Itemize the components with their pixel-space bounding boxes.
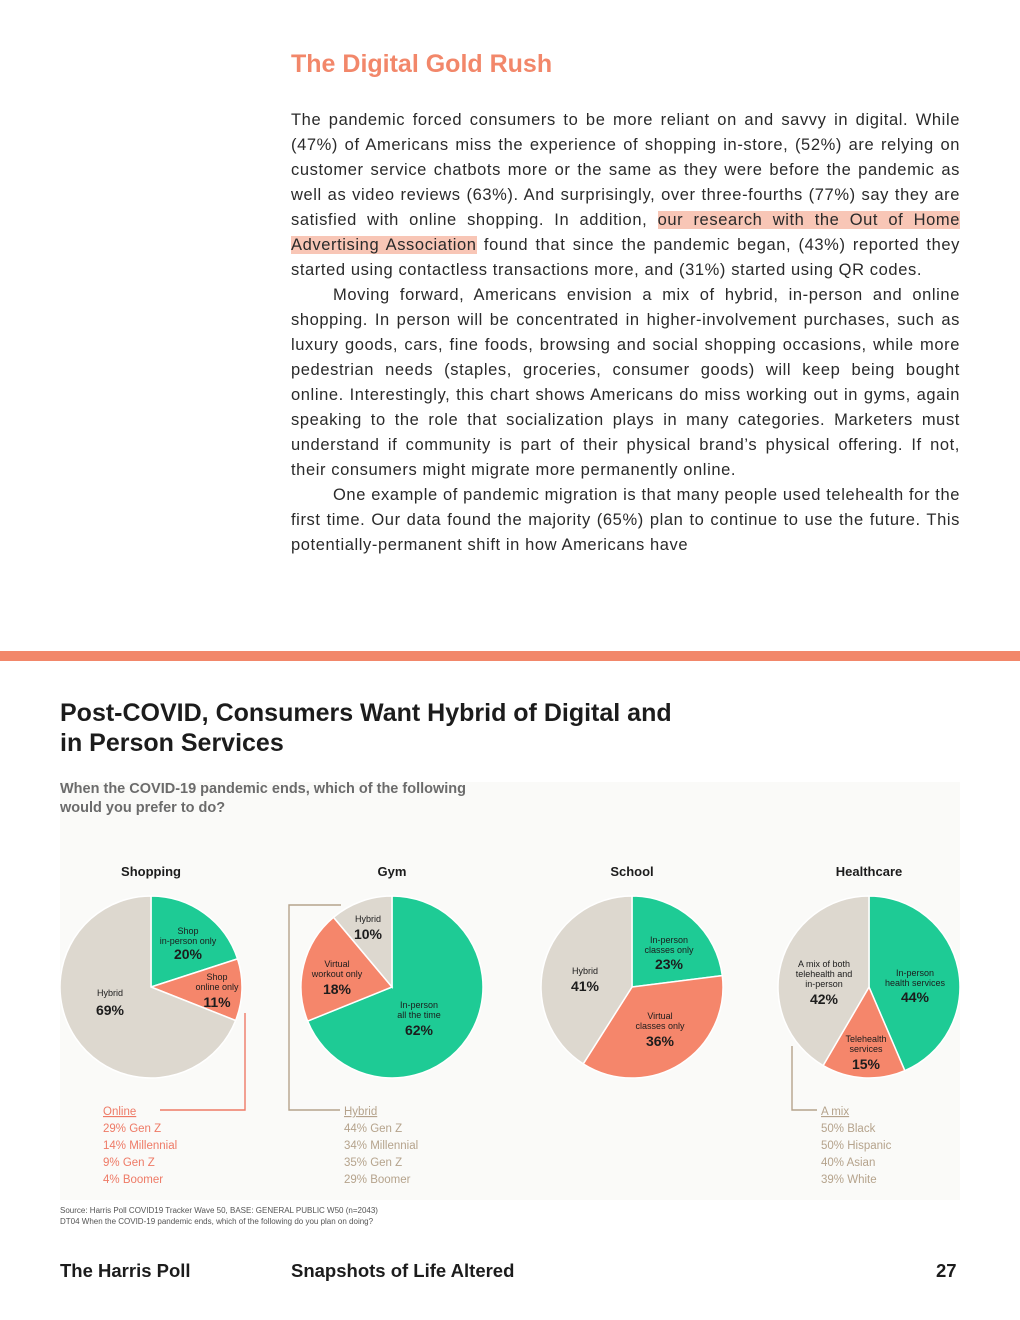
- healthcare-callout-line-3: 40% Asian: [821, 1157, 876, 1169]
- school-chart-title: School: [610, 864, 654, 879]
- school-slice-value-2: 36%: [645, 1033, 675, 1049]
- healthcare-slice-label-3: A mix of both: [797, 959, 851, 969]
- paragraph-1-text-a: The pandemic forced consumers to be more reliant on and savvy in digital. While (47%) of Americans miss the experience of shopping in-store, (52%) are relying on customer service chatbots more or the same as they were before the pandemic as well as video reviews (63%). And surprisingly, over three-fourths (77%) say they are satisfied with online shopping. In addition,: [291, 111, 960, 229]
- shopping-slice-label-1: Shop: [177, 926, 199, 936]
- healthcare-slice-value-3: 42%: [809, 991, 839, 1007]
- shopping-chart-title: Shopping: [121, 864, 181, 879]
- healthcare-chart-title: Healthcare: [835, 864, 903, 879]
- gym-callout-line-4: 29% Boomer: [344, 1174, 411, 1186]
- footer-page-number: 27: [936, 1260, 957, 1281]
- shopping-callout-line-1: 29% Gen Z: [103, 1123, 162, 1135]
- gym-slice-label-2: workout only: [311, 969, 363, 979]
- gym-callout-label: Hybrid: [344, 1106, 378, 1118]
- healthcare-slice-label-1: health services: [884, 978, 946, 988]
- shopping-callout-line-3: 9% Gen Z: [103, 1157, 155, 1169]
- shopping-slice-label-3: Hybrid: [96, 988, 124, 998]
- paragraph-3: One example of pandemic migration is that many people used telehealth for the first time. Our data found the majority (65%) plan to continue to use the future. This potentially-permanent shift in how Americans have: [291, 486, 960, 554]
- figure-title: Post-COVID, Consumers Want Hybrid of Digital and in Person Services: [60, 699, 672, 757]
- school-slice-label-1: In-person: [649, 935, 689, 945]
- healthcare-slice-label-1: In-person: [895, 968, 935, 978]
- shopping-callout-label: Online: [103, 1106, 137, 1118]
- healthcare-slice-value-2: 15%: [851, 1056, 881, 1072]
- school-slice-label-2: classes only: [635, 1021, 685, 1031]
- footer-report-title: Snapshots of Life Altered: [291, 1260, 515, 1281]
- gym-callout-line-2: 34% Millennial: [344, 1140, 419, 1152]
- article-title: The Digital Gold Rush: [291, 50, 553, 78]
- source-line-1: Source: Harris Poll COVID19 Tracker Wave 50, BASE: GENERAL PUBLIC W50 (n=2043): [60, 1206, 378, 1215]
- shopping-slice-label-2: online only: [195, 982, 239, 992]
- school-slice-label-1: classes only: [644, 945, 694, 955]
- gym-chart-title: Gym: [377, 864, 407, 879]
- shopping-slice-value-3: 69%: [95, 1002, 125, 1018]
- highlighted-link[interactable]: our research with the Out of Home Advertising Association: [291, 211, 960, 254]
- shopping-callout-line-2: 14% Millennial: [103, 1140, 178, 1152]
- shopping-slice-label-2: Shop: [206, 972, 228, 982]
- paragraph-1-text-b: found that since the pandemic began, (43%) reported they started using contactless transactions more, and (31%) started using QR codes.: [291, 236, 960, 279]
- gym-callout-line-3: 35% Gen Z: [344, 1157, 403, 1169]
- healthcare-slice-label-2: Telehealth: [845, 1034, 887, 1044]
- healthcare-callout-line-1: 50% Black: [821, 1123, 876, 1135]
- gym-slice-label-3: Hybrid: [354, 914, 382, 924]
- gym-slice-label-1: In-person: [399, 1000, 439, 1010]
- shopping-slice-value-1: 20%: [173, 946, 203, 962]
- shopping-callout-line-4: 4% Boomer: [103, 1174, 164, 1186]
- school-slice-value-3: 41%: [570, 978, 600, 994]
- school-slice-label-2: Virtual: [647, 1011, 673, 1021]
- school-slice-value-1: 23%: [654, 956, 684, 972]
- healthcare-callout-line-4: 39% White: [821, 1174, 877, 1186]
- healthcare-callout-label: A mix: [821, 1106, 850, 1118]
- paragraph-2: Moving forward, Americans envision a mix of hybrid, in-person and online shopping. In person will be concentrated in higher-involvement purchases, such as luxury goods, cars, fine foods, browsing and social shopping occasions, while more pedestrian needs (staples, groceries, consumer goods) will keep being bought online. Interestingly, this chart shows Americans do miss working out in gyms, again speaking to the role that socialization plays in many categories. Marketers must understand if community is part of their physical brand’s physical offering. If not, their consumers might migrate more permanently online.: [291, 286, 960, 479]
- gym-slice-label-2: Virtual: [324, 959, 350, 969]
- gym-callout-line-1: 44% Gen Z: [344, 1123, 403, 1135]
- shopping-slice-value-2: 11%: [203, 994, 231, 1010]
- healthcare-slice-label-3: in-person: [805, 979, 843, 989]
- gym-slice-label-1: all the time: [397, 1010, 441, 1020]
- gym-slice-value-2: 18%: [322, 981, 352, 997]
- healthcare-slice-label-3: telehealth and: [795, 969, 853, 979]
- gym-slice-value-1: 62%: [404, 1022, 434, 1038]
- healthcare-slice-label-2: services: [849, 1044, 883, 1054]
- shopping-slice-label-1: in-person only: [159, 936, 217, 946]
- footer-publisher: The Harris Poll: [60, 1260, 191, 1281]
- source-line-2: DT04 When the COVID-19 pandemic ends, which of the following do you plan on doing?: [60, 1217, 374, 1226]
- source-note: [60, 1205, 378, 1227]
- healthcare-slice-value-1: 44%: [900, 989, 930, 1005]
- gym-slice-value-3: 10%: [353, 926, 383, 942]
- healthcare-callout-line-2: 50% Hispanic: [821, 1140, 892, 1152]
- figure-question: When the COVID-19 pandemic ends, which of the following would you prefer to do?: [60, 781, 467, 816]
- school-slice-label-3: Hybrid: [571, 966, 599, 976]
